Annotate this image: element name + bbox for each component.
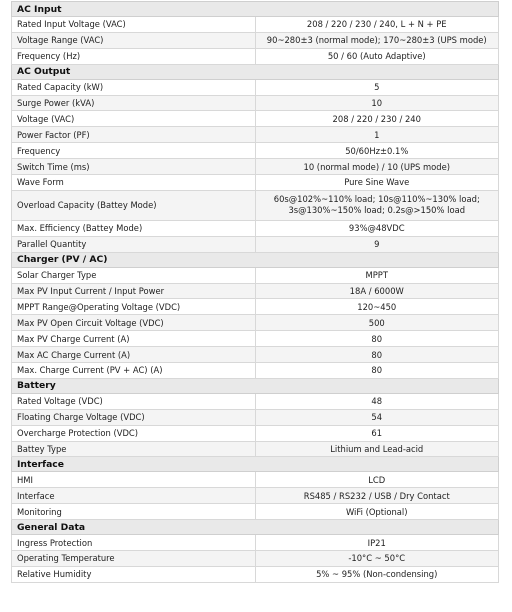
table-row	[12, 299, 499, 315]
table-row	[12, 347, 499, 363]
spec-value: 10 (normal mode) / 10 (UPS mode)	[255, 159, 499, 175]
section-title: AC Input	[12, 2, 499, 17]
spec-value: 50/60Hz±0.1%	[255, 143, 499, 159]
spec-label: Wave Form	[12, 175, 256, 191]
table-row	[12, 236, 499, 252]
table-row	[12, 190, 499, 220]
spec-label: Switch Time (ms)	[12, 159, 256, 175]
table-row	[12, 488, 499, 504]
spec-value: 9	[255, 236, 499, 252]
spec-value: 50 / 60 (Auto Adaptive)	[255, 48, 499, 64]
spec-label: Voltage Range (VAC)	[12, 32, 256, 48]
spec-label: Max PV Charge Current (A)	[12, 331, 256, 347]
spec-label: Interface	[12, 488, 256, 504]
table-row	[12, 425, 499, 441]
spec-value: 5% ~ 95% (Non-condensing)	[255, 566, 499, 582]
section-header-ac-input	[12, 2, 499, 17]
table-row	[12, 315, 499, 331]
section-title: Battery	[12, 378, 499, 393]
spec-label: Solar Charger Type	[12, 267, 256, 283]
specification-table-body	[12, 2, 499, 583]
spec-value: -10°C ~ 50°C	[255, 551, 499, 567]
spec-label: MPPT Range@Operating Voltage (VDC)	[12, 299, 256, 315]
spec-label: Rated Capacity (kW)	[12, 79, 256, 95]
table-row	[12, 48, 499, 64]
spec-label: Power Factor (PF)	[12, 127, 256, 143]
spec-label: Max. Efficiency (Battey Mode)	[12, 220, 256, 236]
spec-value: RS485 / RS232 / USB / Dry Contact	[255, 488, 499, 504]
table-row	[12, 111, 499, 127]
table-row	[12, 17, 499, 33]
spec-label: Max PV Input Current / Input Power	[12, 283, 256, 299]
spec-value: 120~450	[255, 299, 499, 315]
table-row	[12, 409, 499, 425]
table-row	[12, 441, 499, 457]
spec-label: Max PV Open Circuit Voltage (VDC)	[12, 315, 256, 331]
section-title: General Data	[12, 520, 499, 535]
spec-value-line: 3s@130%~150% load; 0.2s@>150% load	[288, 205, 466, 216]
spec-value: 61	[255, 425, 499, 441]
specification-table	[11, 1, 499, 583]
table-row	[12, 283, 499, 299]
spec-value: WiFi (Optional)	[255, 504, 499, 520]
section-header-ac-output	[12, 64, 499, 79]
spec-value: MPPT	[255, 267, 499, 283]
spec-value: 10	[255, 95, 499, 111]
section-title: Charger (PV / AC)	[12, 252, 499, 267]
spec-label: Rated Voltage (VDC)	[12, 393, 256, 409]
spec-value: 54	[255, 409, 499, 425]
spec-label: Operating Temperature	[12, 551, 256, 567]
spec-value: 208 / 220 / 230 / 240, L + N + PE	[255, 17, 499, 33]
spec-value: 208 / 220 / 230 / 240	[255, 111, 499, 127]
section-header-battery	[12, 378, 499, 393]
table-row	[12, 504, 499, 520]
spec-value: 80	[255, 347, 499, 363]
table-row	[12, 95, 499, 111]
spec-value: 500	[255, 315, 499, 331]
spec-value: 48	[255, 393, 499, 409]
table-row	[12, 393, 499, 409]
table-row	[12, 363, 499, 379]
table-row	[12, 220, 499, 236]
table-row	[12, 551, 499, 567]
spec-value: 93%@48VDC	[255, 220, 499, 236]
spec-value: 18A / 6000W	[255, 283, 499, 299]
spec-label: Rated Input Voltage (VAC)	[12, 17, 256, 33]
spec-value: Lithium and Lead-acid	[255, 441, 499, 457]
spec-value: 80	[255, 331, 499, 347]
table-row	[12, 175, 499, 191]
spec-label: Frequency	[12, 143, 256, 159]
table-row	[12, 32, 499, 48]
spec-label: Overcharge Protection (VDC)	[12, 425, 256, 441]
table-row	[12, 566, 499, 582]
table-row	[12, 331, 499, 347]
table-row	[12, 143, 499, 159]
section-title: Interface	[12, 457, 499, 472]
spec-label: Relative Humidity	[12, 566, 256, 582]
spec-label: Ingress Protection	[12, 535, 256, 551]
spec-value: 90~280±3 (normal mode); 170~280±3 (UPS mode)	[255, 32, 499, 48]
spec-value: 1	[255, 127, 499, 143]
spec-value-line: 60s@102%~110% load; 10s@110%~130% load;	[273, 194, 480, 205]
spec-value: 80	[255, 363, 499, 379]
table-row	[12, 159, 499, 175]
spec-label: Max. Charge Current (PV + AC) (A)	[12, 363, 256, 379]
spec-label: Surge Power (kVA)	[12, 95, 256, 111]
table-row	[12, 79, 499, 95]
section-header-general-data	[12, 520, 499, 535]
spec-value: IP21	[255, 535, 499, 551]
spec-label: Monitoring	[12, 504, 256, 520]
spec-label: HMI	[12, 472, 256, 488]
spec-value: 5	[255, 79, 499, 95]
spec-value: LCD	[255, 472, 499, 488]
spec-label: Battey Type	[12, 441, 256, 457]
spec-value: Pure Sine Wave	[255, 175, 499, 191]
section-title: AC Output	[12, 64, 499, 79]
table-row	[12, 267, 499, 283]
spec-label: Voltage (VAC)	[12, 111, 256, 127]
table-row	[12, 535, 499, 551]
spec-value	[255, 190, 499, 220]
section-header-interface	[12, 457, 499, 472]
spec-label: Frequency (Hz)	[12, 48, 256, 64]
spec-label: Overload Capacity (Battey Mode)	[12, 190, 256, 220]
table-row	[12, 127, 499, 143]
section-header-charger-pv-ac	[12, 252, 499, 267]
spec-label: Parallel Quantity	[12, 236, 256, 252]
spec-label: Max AC Charge Current (A)	[12, 347, 256, 363]
table-row	[12, 472, 499, 488]
spec-label: Floating Charge Voltage (VDC)	[12, 409, 256, 425]
